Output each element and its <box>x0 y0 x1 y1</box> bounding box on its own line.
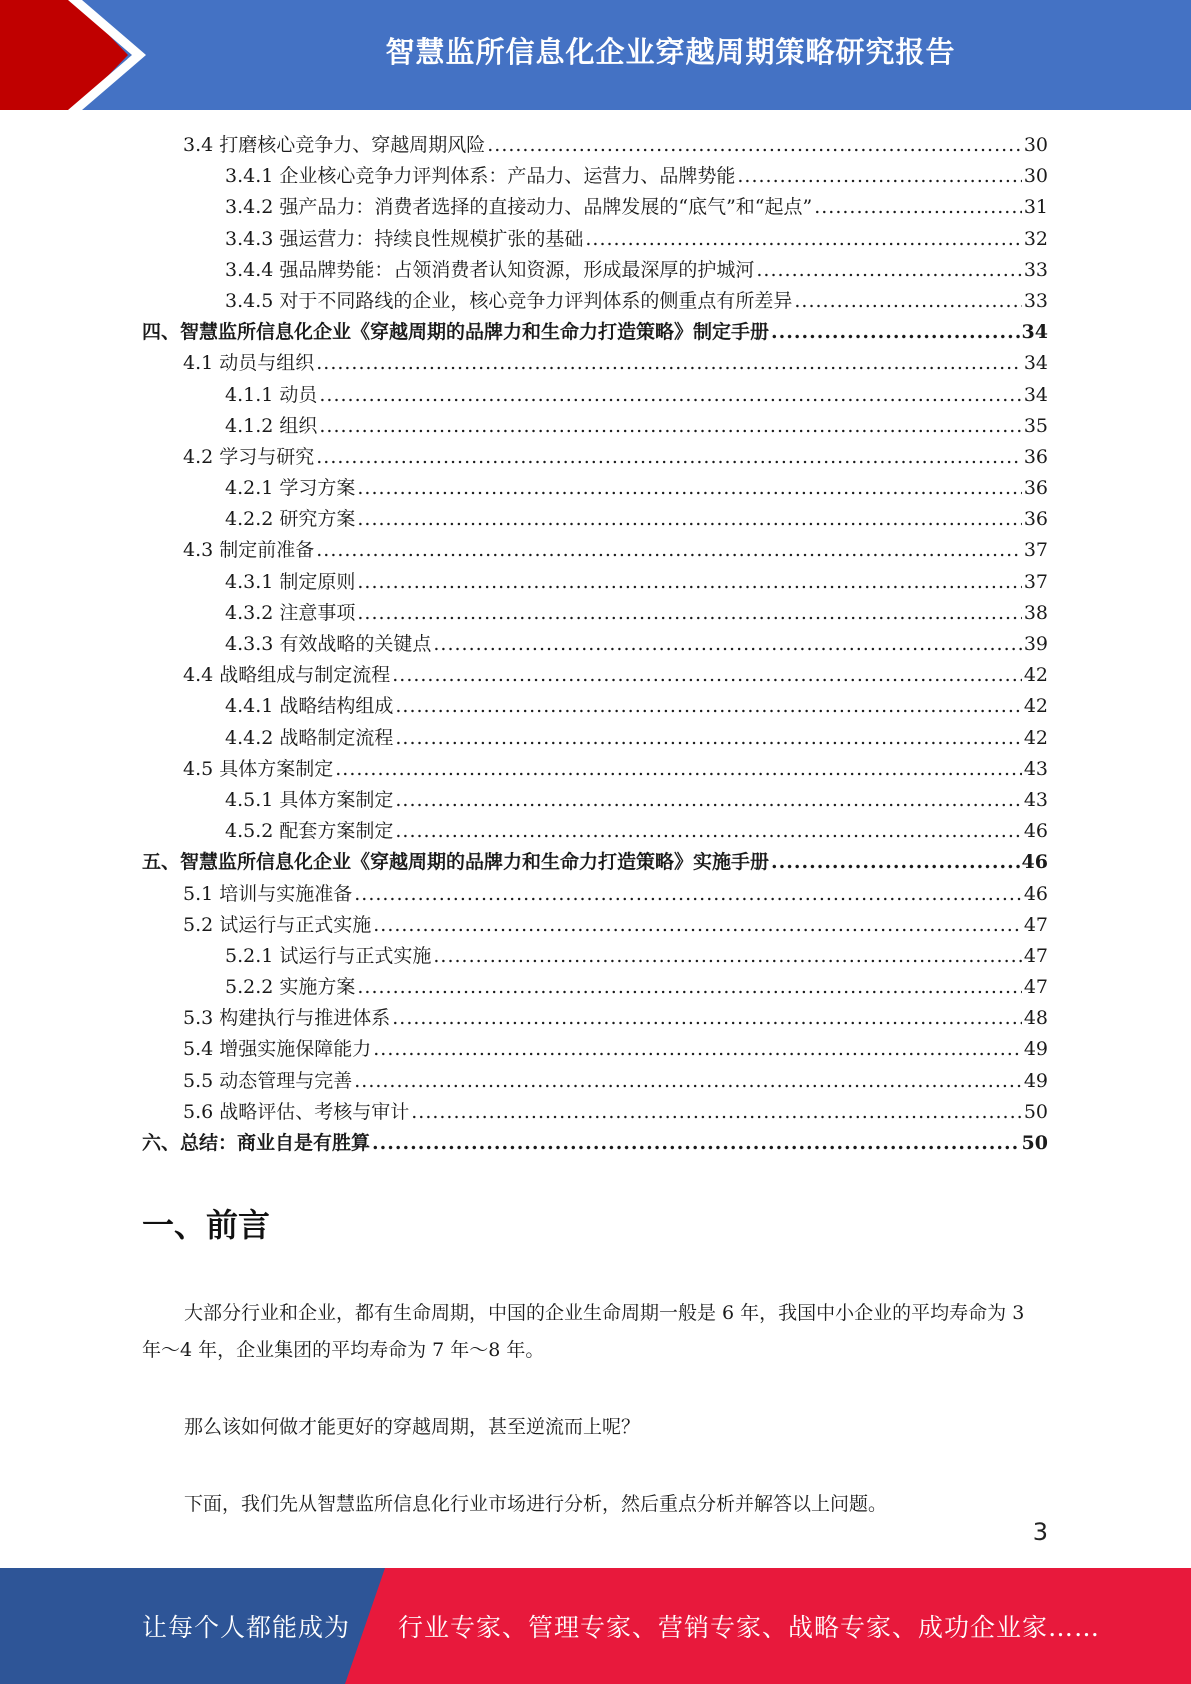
toc-entry-number: 5.2 <box>183 913 214 936</box>
toc-dot-leader <box>373 914 1022 936</box>
toc-entry[interactable] <box>142 754 1048 785</box>
toc-entry-number: 5.4 <box>183 1038 214 1061</box>
toc-entry-number: 4.5 <box>183 757 214 780</box>
toc-dot-leader <box>395 727 1021 749</box>
toc-entry-page: 36 <box>1023 445 1048 468</box>
toc-entry-title: 四、智慧监所信息化企业《穿越周期的品牌力和生命力打造策略》制定手册 <box>142 321 770 344</box>
toc-entry-title: 战略评估、考核与审计 <box>219 1100 410 1123</box>
toc-dot-leader <box>771 851 1020 873</box>
toc-entry-page: 42 <box>1023 664 1048 687</box>
toc-entry[interactable] <box>142 660 1048 691</box>
toc-entry[interactable] <box>142 691 1048 722</box>
toc-entry-page: 43 <box>1023 757 1048 780</box>
toc-entry[interactable] <box>142 317 1048 348</box>
toc-entry-title: 增强实施保障能力 <box>219 1038 372 1061</box>
toc-entry-page: 30 <box>1023 165 1048 188</box>
toc-entry-number: 4.4.1 <box>225 695 274 718</box>
page-footer <box>0 1568 1191 1684</box>
toc-entry-title: 强品牌势能：占领消费者认知资源，形成最深厚的护城河 <box>279 258 755 281</box>
toc-entry-page: 30 <box>1023 134 1048 156</box>
toc-entry-number: 5.1 <box>183 882 214 905</box>
toc-dot-leader <box>771 321 1020 343</box>
toc-entry-page: 38 <box>1023 601 1048 624</box>
toc-dot-leader <box>585 228 1021 250</box>
toc-entry-page: 37 <box>1023 570 1048 593</box>
toc-dot-leader <box>433 633 1021 655</box>
toc-dot-leader <box>354 883 1022 905</box>
toc-entry-number: 4.4.2 <box>225 726 274 749</box>
toc-entry-title: 动员 <box>279 383 318 406</box>
toc-dot-leader <box>357 571 1021 593</box>
toc-entry-number: 3.4.4 <box>225 258 274 281</box>
header-red-flag <box>0 0 128 110</box>
toc-entry-title: 试运行与正式实施 <box>219 913 372 936</box>
toc-entry[interactable] <box>142 598 1048 629</box>
toc-entry-number: 3.4.1 <box>225 165 274 188</box>
toc-entry-number: 4.3 <box>183 539 214 562</box>
toc-entry-page: 47 <box>1023 913 1048 936</box>
toc-entry-title: 学习与研究 <box>219 445 315 468</box>
toc-entry-title: 企业核心竞争力评判体系：产品力、运营力、品牌势能 <box>279 165 736 188</box>
toc-entry[interactable] <box>142 1128 1048 1159</box>
toc-entry-title: 配套方案制定 <box>279 820 394 843</box>
toc-dot-leader <box>372 1132 1020 1154</box>
footer-slogan-right: 行业专家、管理专家、营销专家、战略专家、成功企业家…… <box>398 1613 1101 1642</box>
toc-dot-leader <box>487 134 1022 156</box>
toc-entry[interactable] <box>142 847 1048 878</box>
toc-entry-number: 4.3.3 <box>225 633 274 655</box>
toc-entry-page: 37 <box>1023 539 1048 562</box>
toc-dot-leader <box>737 165 1021 187</box>
toc-entry-title: 具体方案制定 <box>219 757 334 780</box>
toc-entry-number: 4.1 <box>183 352 214 375</box>
toc-entry-page: 47 <box>1023 944 1048 967</box>
toc-dot-leader <box>354 1070 1022 1092</box>
toc-dot-leader <box>357 602 1021 624</box>
toc-entry[interactable] <box>142 1034 1048 1065</box>
toc-entry-title: 六、总结：商业自是有胜算 <box>142 1132 371 1154</box>
toc-entry-title: 具体方案制定 <box>279 788 394 811</box>
toc-entry[interactable] <box>142 442 1048 473</box>
document-title: 智慧监所信息化企业穿越周期策略研究报告 <box>385 34 956 69</box>
toc-entry-number: 4.5.2 <box>225 820 274 843</box>
footer-slogan-left: 让每个人都能成为 <box>142 1613 351 1642</box>
toc-entry-page: 36 <box>1023 477 1048 500</box>
toc-entry-number: 4.2 <box>183 445 214 468</box>
toc-dot-leader <box>357 477 1021 499</box>
toc-entry-page: 39 <box>1023 633 1048 655</box>
toc-entry-page: 36 <box>1023 508 1048 531</box>
toc-entry[interactable] <box>142 567 1048 598</box>
toc-entry-number: 5.2.1 <box>225 944 274 967</box>
toc-entry-page: 48 <box>1023 1007 1048 1030</box>
toc-entry-page: 46 <box>1021 851 1048 874</box>
toc-dot-leader <box>395 695 1021 717</box>
toc-entry-page: 31 <box>1023 196 1048 219</box>
toc-entry-title: 构建执行与推进体系 <box>219 1007 391 1030</box>
body-paragraph: 大部分行业和企业，都有生命周期，中国的企业生命周期一般是 6 年，我国中小企业的平均寿命为 3 年～4 年，企业集团的平均寿命为 7 年～8 年。 <box>142 1302 1025 1361</box>
toc-dot-leader <box>756 259 1021 281</box>
toc-entry-number: 4.4 <box>183 664 214 687</box>
toc-entry-number: 5.5 <box>183 1069 214 1092</box>
toc-dot-leader <box>335 758 1022 780</box>
toc-entry[interactable] <box>142 473 1048 504</box>
toc-entry-title: 打磨核心竞争力、穿越周期风险 <box>219 134 486 156</box>
toc-entry-title: 实施方案 <box>279 976 356 999</box>
toc-entry[interactable] <box>142 504 1048 535</box>
toc-entry-page: 49 <box>1023 1069 1048 1092</box>
toc-entry[interactable] <box>142 224 1048 255</box>
toc-entry[interactable] <box>142 535 1048 566</box>
toc-entry-title: 战略结构组成 <box>279 695 394 718</box>
toc-entry[interactable] <box>142 411 1048 442</box>
toc-entry[interactable] <box>142 1003 1048 1034</box>
toc-entry-number: 4.5.1 <box>225 788 274 811</box>
toc-entry[interactable] <box>142 879 1048 910</box>
toc-entry-number: 4.1.2 <box>225 414 274 437</box>
toc-entry[interactable] <box>142 1097 1048 1128</box>
toc-entry-page: 50 <box>1023 1100 1048 1123</box>
toc-dot-leader <box>794 290 1021 312</box>
toc-dot-leader <box>392 1007 1022 1029</box>
toc-entry-title: 研究方案 <box>279 508 356 531</box>
toc-entry-page: 33 <box>1023 289 1048 312</box>
toc-entry-page: 43 <box>1023 788 1048 811</box>
toc-entry[interactable] <box>142 348 1048 379</box>
header-chevron-flag <box>0 0 160 110</box>
toc-entry-page: 46 <box>1023 820 1048 843</box>
toc-entry-title: 培训与实施准备 <box>219 882 353 905</box>
toc-entry-number: 3.4.5 <box>225 289 274 312</box>
toc-entry-number: 4.1.1 <box>225 383 274 406</box>
toc-entry-number: 3.4 <box>183 134 214 156</box>
toc-entry-title: 战略组成与制定流程 <box>219 664 391 687</box>
toc-entry-number: 4.3.2 <box>225 601 274 624</box>
toc-entry-title: 注意事项 <box>279 601 356 624</box>
toc-entry-number: 5.6 <box>183 1100 214 1123</box>
toc-entry[interactable] <box>142 972 1048 1003</box>
toc-dot-leader <box>319 384 1021 406</box>
toc-entry-number: 3.4.3 <box>225 227 274 250</box>
toc-entry[interactable] <box>142 785 1048 816</box>
toc-entry-title: 制定原则 <box>279 570 356 593</box>
toc-entry[interactable] <box>142 192 1048 223</box>
page-number: 3 <box>1032 1518 1048 1546</box>
toc-entry[interactable] <box>142 1066 1048 1097</box>
toc-dot-leader <box>395 789 1021 811</box>
toc-dot-leader <box>357 508 1021 530</box>
toc-entry-page: 49 <box>1023 1038 1048 1061</box>
toc-dot-leader <box>814 196 1022 218</box>
toc-entry[interactable] <box>142 380 1048 411</box>
toc-entry-page: 35 <box>1023 414 1048 437</box>
toc-entry[interactable] <box>142 723 1048 754</box>
toc-dot-leader <box>395 820 1021 842</box>
toc-dot-leader <box>316 539 1022 561</box>
toc-entry-page: 46 <box>1023 882 1048 905</box>
toc-entry-page: 42 <box>1023 695 1048 718</box>
toc-entry-number: 4.2.2 <box>225 508 274 531</box>
toc-entry-page: 47 <box>1023 976 1048 999</box>
toc-entry-number: 5.3 <box>183 1007 214 1030</box>
toc-dot-leader <box>433 945 1021 967</box>
toc-entry[interactable] <box>142 130 1048 161</box>
body-paragraph: 下面，我们先从智慧监所信息化行业市场进行分析，然后重点分析并解答以上问题。 <box>184 1493 888 1515</box>
toc-entry-number: 5.2.2 <box>225 976 274 999</box>
page-header <box>0 0 1191 110</box>
toc-dot-leader <box>392 664 1022 686</box>
toc-dot-leader <box>319 415 1021 437</box>
toc-dot-leader <box>316 446 1022 468</box>
toc-entry-title: 有效战略的关键点 <box>279 633 432 655</box>
toc-entry-page: 42 <box>1023 726 1048 749</box>
toc-entry-page: 50 <box>1021 1132 1048 1154</box>
toc-entry-page: 34 <box>1023 383 1048 406</box>
section-heading: 一、前言 <box>142 1206 271 1244</box>
toc-entry-page: 34 <box>1021 321 1048 344</box>
toc-entry-title: 动态管理与完善 <box>219 1069 353 1092</box>
toc-dot-leader <box>411 1101 1022 1123</box>
table-of-contents <box>142 130 1048 1159</box>
toc-entry-title: 强产品力：消费者选择的直接动力、品牌发展的“底气”和“起点” <box>279 196 813 219</box>
toc-entry[interactable] <box>142 941 1048 972</box>
body-paragraph: 那么该如何做才能更好的穿越周期，甚至逆流而上呢？ <box>184 1416 641 1438</box>
toc-entry-number: 4.2.1 <box>225 477 274 500</box>
toc-entry[interactable] <box>142 816 1048 847</box>
toc-entry[interactable] <box>142 286 1048 317</box>
toc-dot-leader <box>316 352 1022 374</box>
toc-dot-leader <box>357 976 1021 998</box>
toc-entry-title: 组织 <box>279 414 318 437</box>
toc-entry-title: 强运营力：持续良性规模扩张的基础 <box>279 227 584 250</box>
toc-entry-title: 对于不同路线的企业，核心竞争力评判体系的侧重点有所差异 <box>279 289 793 312</box>
toc-entry[interactable] <box>142 629 1048 660</box>
toc-entry-page: 34 <box>1023 352 1048 375</box>
toc-dot-leader <box>373 1038 1022 1060</box>
toc-entry-title: 制定前准备 <box>219 539 315 562</box>
toc-entry[interactable] <box>142 910 1048 941</box>
toc-entry-title: 战略制定流程 <box>279 726 394 749</box>
toc-entry[interactable] <box>142 161 1048 192</box>
toc-entry-title: 学习方案 <box>279 477 356 500</box>
toc-entry-page: 32 <box>1023 227 1048 250</box>
toc-entry[interactable] <box>142 255 1048 286</box>
toc-entry-title: 试运行与正式实施 <box>279 944 432 967</box>
toc-entry-number: 3.4.2 <box>225 196 274 219</box>
toc-entry-title: 动员与组织 <box>219 352 315 375</box>
toc-entry-title: 五、智慧监所信息化企业《穿越周期的品牌力和生命力打造策略》实施手册 <box>142 851 770 874</box>
toc-entry-page: 33 <box>1023 258 1048 281</box>
toc-entry-number: 4.3.1 <box>225 570 274 593</box>
